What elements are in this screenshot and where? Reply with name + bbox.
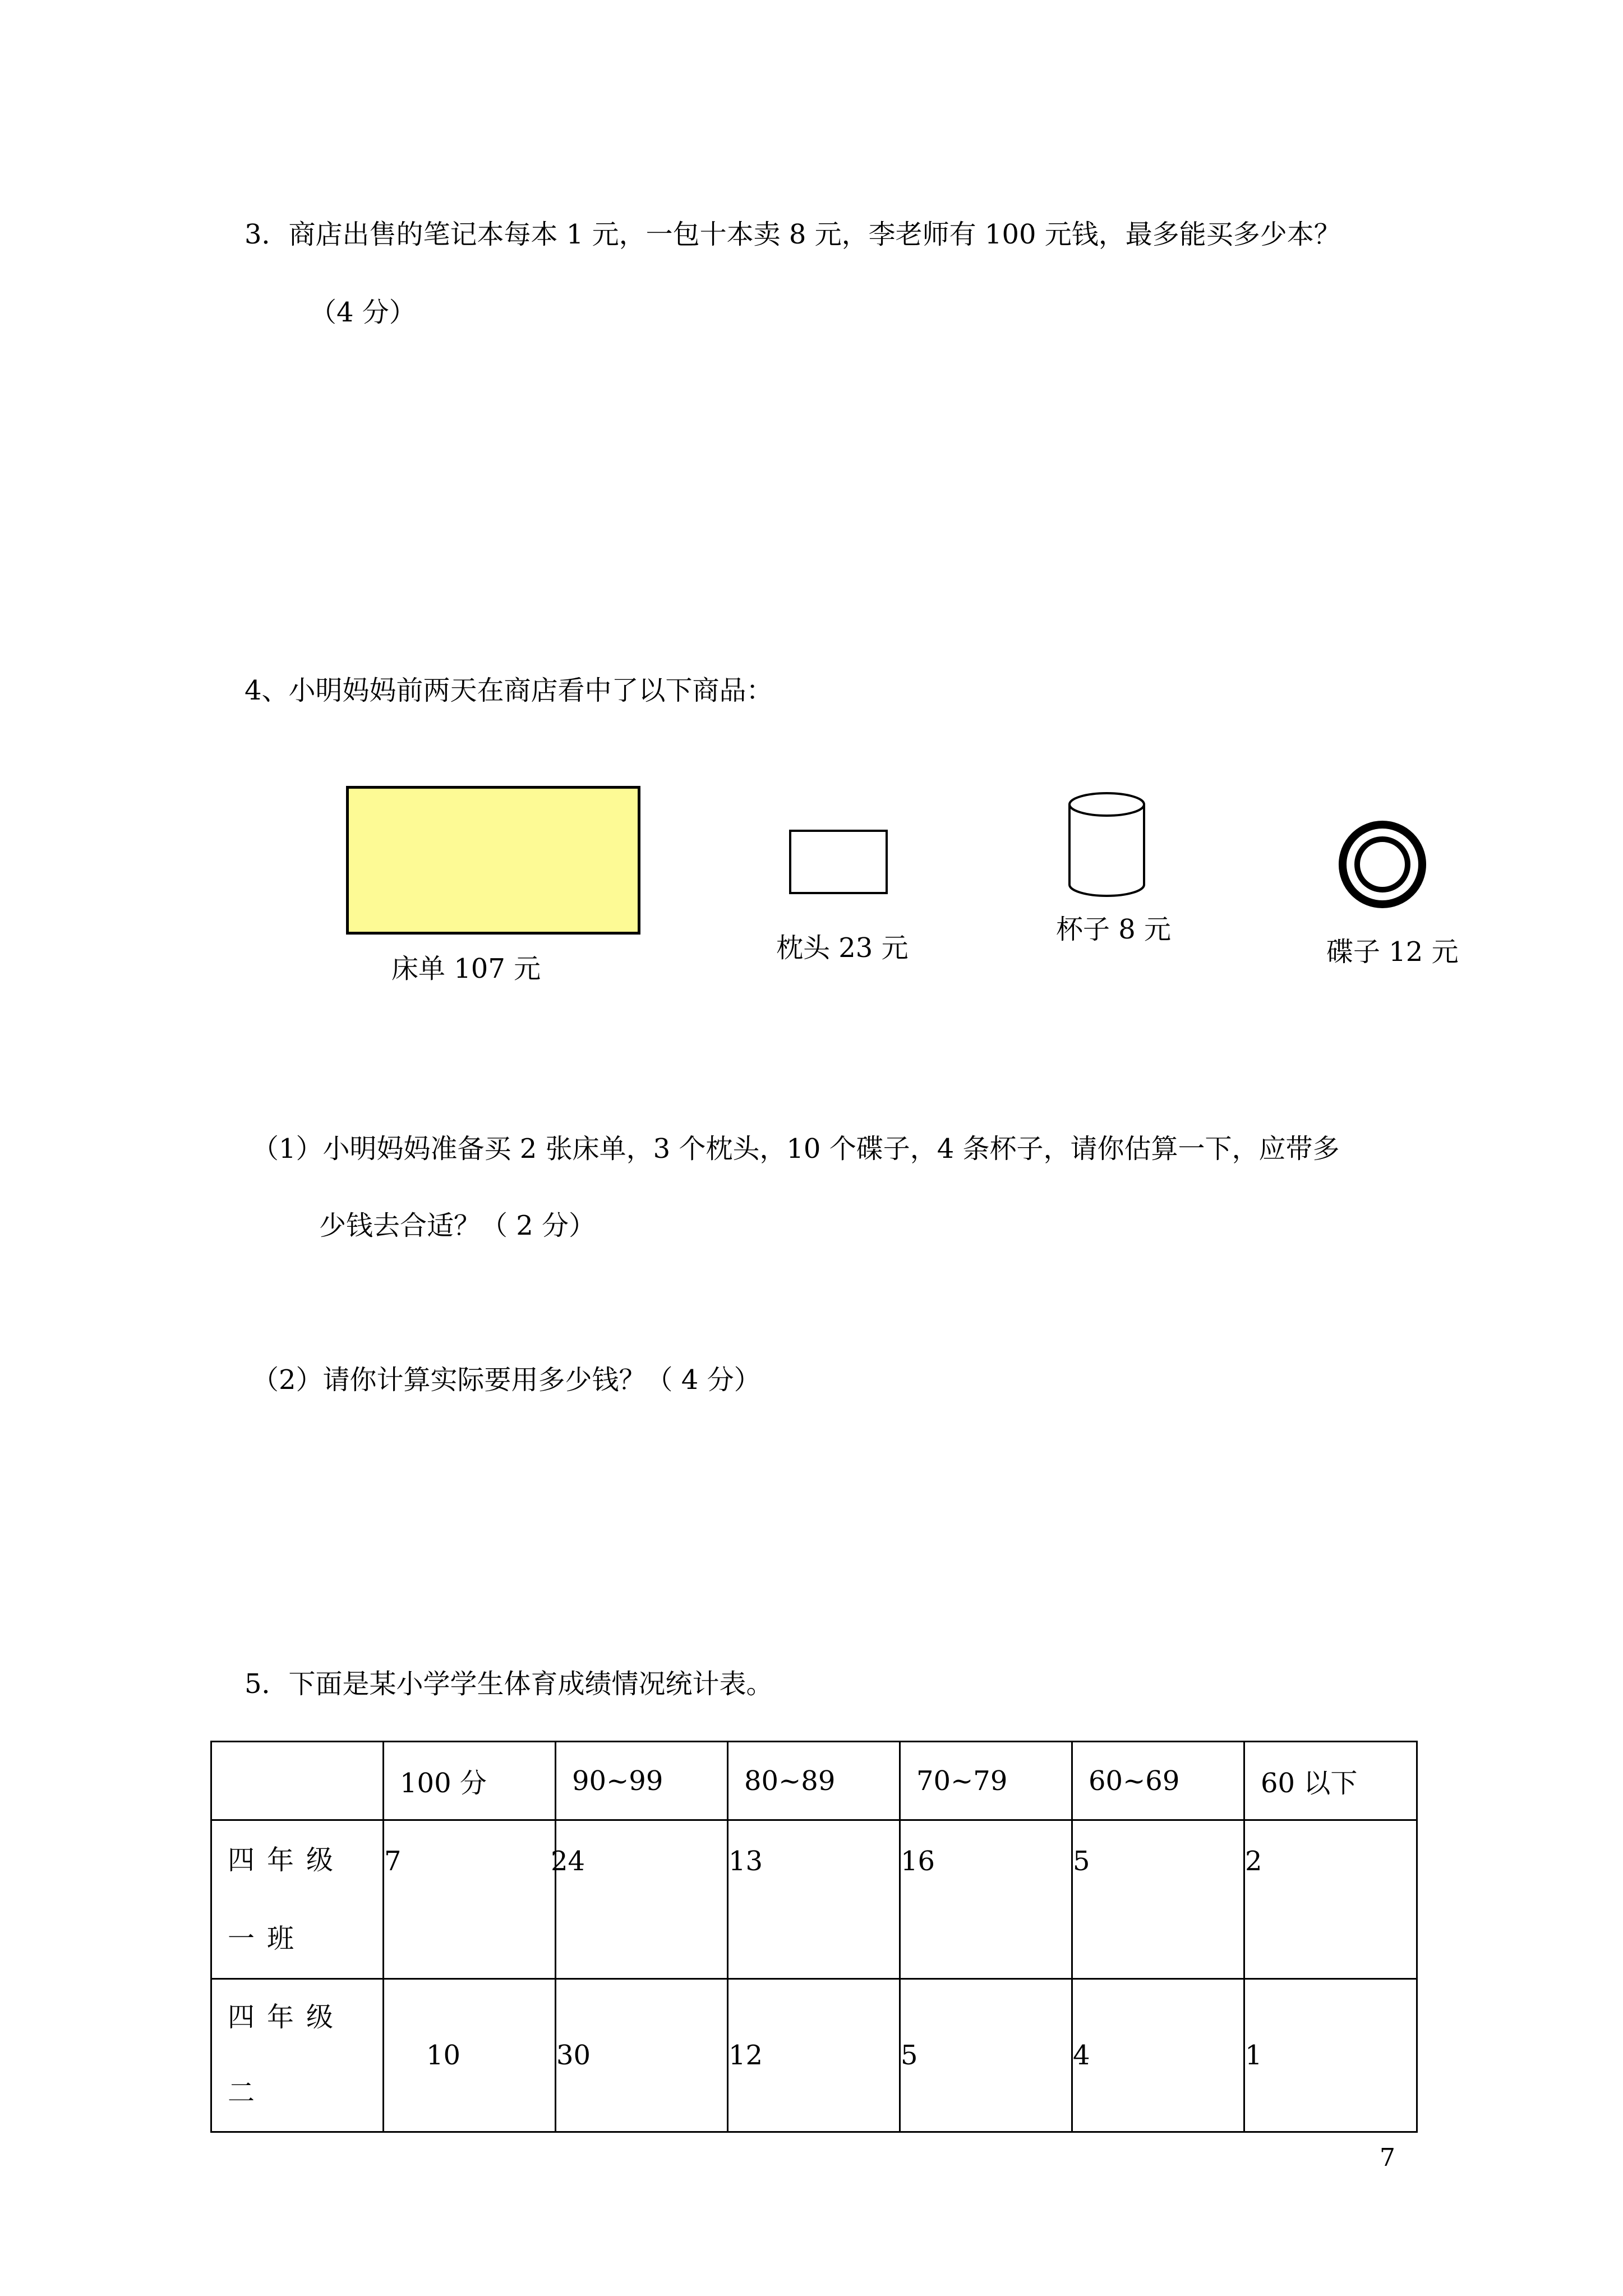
table-header-cell: 60~69 (1072, 1742, 1244, 1820)
table-cell: 30 (556, 1979, 728, 2132)
table-cell: 5 (900, 1979, 1072, 2132)
plate-icon (1336, 818, 1428, 910)
q3-line2: （4 分） (310, 297, 416, 328)
table-header-cell: 70~79 (900, 1742, 1072, 1820)
cup-icon (1067, 791, 1146, 899)
row-label-cell (211, 1820, 384, 1979)
table-cell-value: 2 (1245, 1846, 1262, 1877)
table-cell-value: 16 (901, 1846, 935, 1877)
row-label: 四年级二 (228, 2001, 346, 2109)
table-cell: 10 (384, 1979, 556, 2132)
q3-line1: 3．商店出售的笔记本每本 1 元，一包十本卖 8 元，李老师有 100 元钱，最多能买多少本？ (245, 219, 1341, 250)
table-cell (384, 1820, 556, 1979)
item-label-plate: 碟子 12 元 (1326, 936, 1459, 968)
table-cell (551, 1820, 728, 1979)
q4-sub1-line1: （1）小明妈妈准备买 2 张床单，3 个枕头，10 个碟子，4 条杯子，请你估算一下，应带多 (252, 1133, 1340, 1165)
table-cell (1072, 1820, 1244, 1979)
table-cell (900, 1820, 1072, 1979)
table-cell-value: 13 (728, 1846, 763, 1877)
page-number: 7 (1380, 2143, 1395, 2172)
item-label-cup: 杯子 8 元 (1056, 914, 1172, 945)
table-cell: 1 (1244, 1979, 1417, 2132)
row-label: 四年级一班 (228, 1844, 346, 1954)
item-label-bedsheet: 床单 107 元 (391, 953, 541, 984)
pillow-icon (789, 830, 888, 894)
item-label-pillow: 枕头 23 元 (776, 932, 909, 964)
table-header-cell: 60 以下 (1244, 1742, 1417, 1820)
table-row (211, 1979, 1417, 2132)
table-cell-value: 24 (551, 1846, 585, 1877)
table-cell: 4 (1072, 1979, 1244, 2132)
table-cell: 12 (728, 1979, 900, 2132)
table-row (211, 1820, 1417, 1979)
q4-intro: 4、小明妈妈前两天在商店看中了以下商品： (245, 675, 773, 706)
table-cell-value: 5 (1073, 1846, 1090, 1877)
stats-table (210, 1741, 1418, 2133)
row-label-cell (211, 1979, 384, 2132)
table-header-cell (211, 1742, 384, 1820)
table-header-cell: 80~89 (728, 1742, 900, 1820)
q4-sub2: （2）请你计算实际要用多少钱？（ 4 分） (252, 1364, 761, 1396)
q4-sub1-line2: 少钱去合适？（ 2 分） (319, 1210, 596, 1241)
table-cell-value: 7 (384, 1846, 402, 1877)
table-header-cell: 100 分 (384, 1742, 556, 1820)
q5-intro: 5．下面是某小学学生体育成绩情况统计表。 (245, 1668, 773, 1700)
table-cell (1244, 1820, 1417, 1979)
table-header-row (211, 1742, 1417, 1820)
bedsheet-icon (346, 786, 640, 935)
table-header-cell: 90~99 (556, 1742, 728, 1820)
table-cell (728, 1820, 900, 1979)
